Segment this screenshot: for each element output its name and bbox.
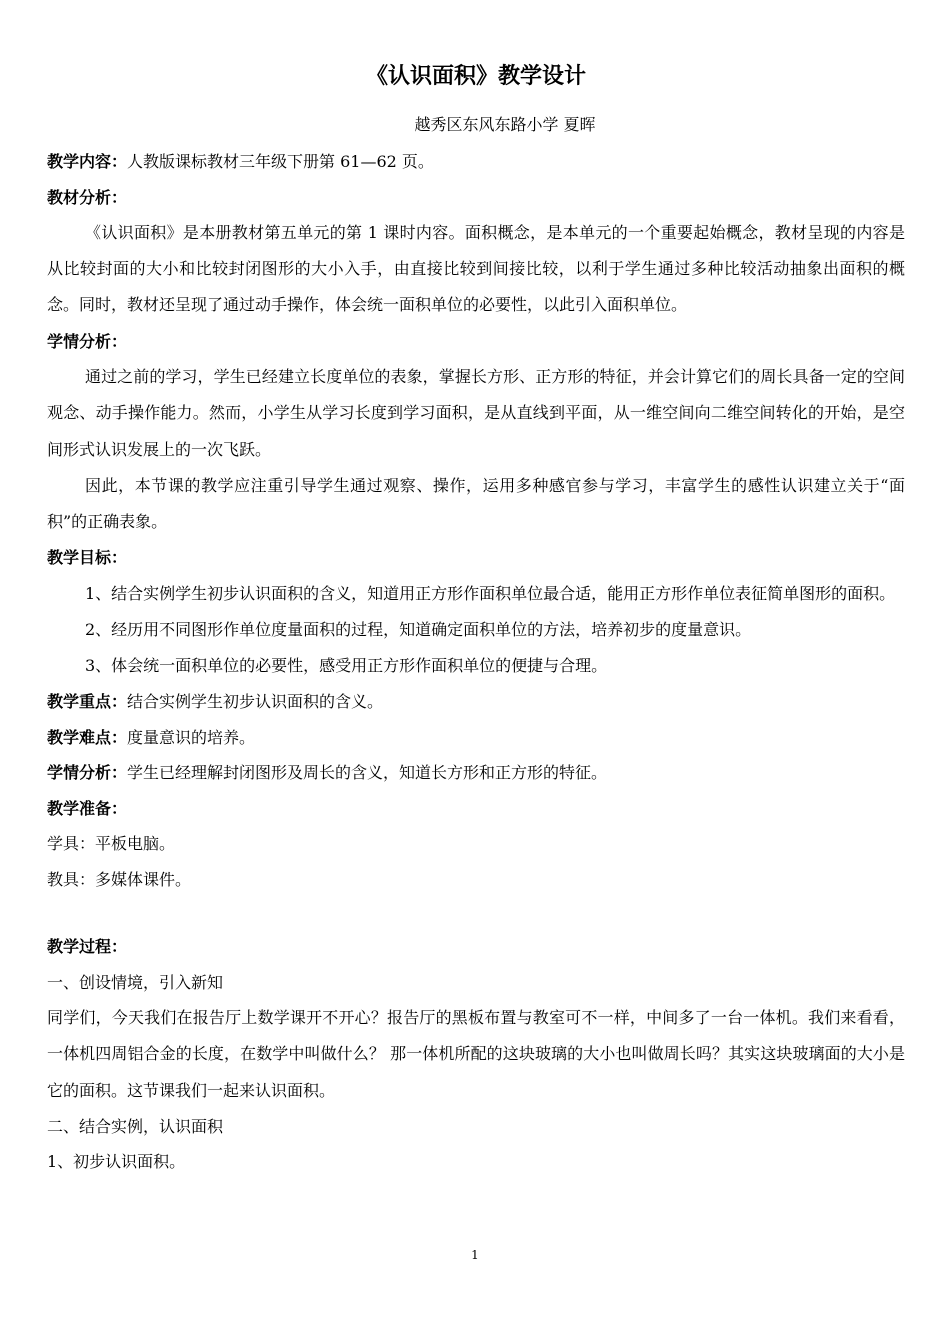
content-line	[47, 144, 905, 180]
process-step-2-sub: 1、初步认识面积。	[47, 1152, 186, 1172]
process-step-2: 二、结合实例，认识面积	[47, 1116, 224, 1136]
student-tools-line: 学具：平板电脑。	[47, 834, 176, 854]
goals-heading: 教学目标：	[47, 548, 128, 568]
preparation-heading: 教学准备：	[47, 798, 128, 818]
goal-item-2: 2、经历用不同图形作单位度量面积的过程，知道确定面积单位的方法，培养初步的度量意识。	[85, 619, 752, 639]
difficulty-text: 度量意识的培养。	[127, 727, 256, 747]
teacher-tools-line: 教具：多媒体课件。	[47, 869, 192, 889]
student-analysis-paragraph-1: 通过之前的学习，学生已经建立长度单位的表象，掌握长方形、正方形的特征，并会计算它们的周长具备一定的空间观念、动手操作能力。然而，小学生从学习长度到学习面积，是从直线到平面，从一维空间向二维空间转化的开始，是空间形式认识发展上的一次飞跃。	[47, 367, 905, 459]
document-body	[47, 144, 905, 1180]
key-point-text: 结合实例学生初步认识面积的含义。	[127, 692, 384, 712]
material-analysis-heading: 教材分析：	[47, 187, 128, 207]
material-analysis-paragraph: 《认识面积》是本册教材第五单元的第 1 课时内容。面积概念，是本单元的一个重要起始概念，教材呈现的内容是从比较封面的大小和比较封闭图形的大小入手，由直接比较到间接比较，以利于学生通过多种比较活动抽象出面积的概念。同时，教材还呈现了通过动手操作，体会统一面积单位的必要性，以此引入面积单位。	[47, 223, 905, 315]
difficulty-line	[47, 720, 905, 756]
student-analysis-paragraph-2: 因此，本节课的教学应注重引导学生通过观察、操作，运用多种感官参与学习，丰富学生的感性认识建立关于“面积”的正确表象。	[47, 475, 905, 531]
student-analysis2-line	[47, 755, 905, 791]
content-label: 教学内容：	[47, 152, 128, 171]
student-analysis2-text: 学生已经理解封闭图形及周长的含义，知道长方形和正方形的特征。	[127, 763, 608, 783]
author-line: 越秀区东风东路小学 夏晖	[414, 115, 596, 134]
student-analysis2-label: 学情分析：	[47, 763, 128, 783]
process-step-1: 一、创设情境，引入新知	[47, 972, 224, 992]
blank-line	[47, 897, 905, 929]
content-text: 人教版课标教材三年级下册第 61—62 页。	[127, 152, 434, 171]
difficulty-label: 教学难点：	[47, 727, 128, 747]
document-title: 《认识面积》教学设计	[365, 63, 586, 89]
page-number: 1	[471, 1248, 479, 1262]
goal-item-1: 1、结合实例学生初步认识面积的含义，知道用正方形作面积单位最合适，能用正方形作单位表征简单图形的面积。	[85, 583, 896, 603]
key-point-label: 教学重点：	[47, 692, 128, 712]
process-step-1-text: 同学们，今天我们在报告厅上数学课开不开心？报告厅的黑板布置与教室可不一样，中间多了一台一体机。我们来看看，一体机四周铝合金的长度，在数学中叫做什么？ 那一体机所配的这块玻璃的大小也叫做周长吗？其实这块玻璃面的大小是它的面积。这节课我们一起来认识面积。	[47, 1008, 905, 1100]
key-point-line	[47, 684, 905, 720]
student-analysis-heading: 学情分析：	[47, 331, 128, 351]
goal-item-3: 3、体会统一面积单位的必要性，感受用正方形作面积单位的便捷与合理。	[85, 656, 608, 676]
process-heading: 教学过程：	[47, 937, 128, 957]
